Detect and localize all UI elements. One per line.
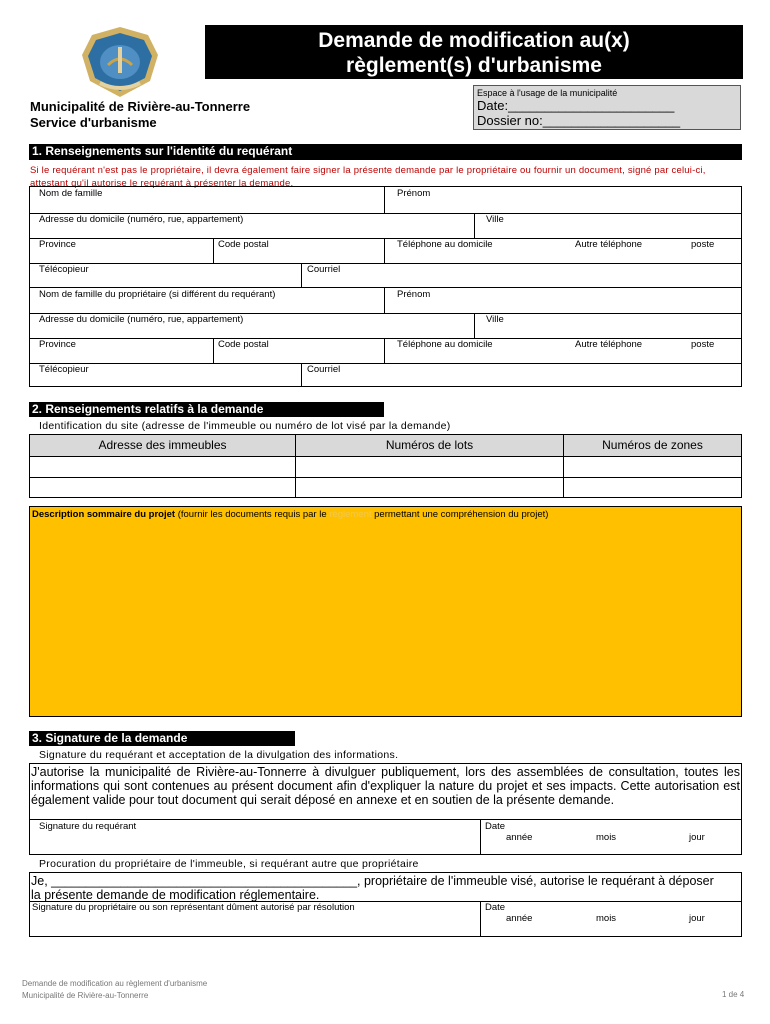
applicant-date-day[interactable]: jour xyxy=(689,832,705,843)
zone-cell-row1[interactable] xyxy=(564,457,741,476)
owner-date-month[interactable]: mois xyxy=(596,913,617,924)
owner-postal-code-field[interactable]: Code postal xyxy=(218,339,269,350)
project-description-hidden-word: règlement xyxy=(329,509,372,520)
applicant-date-label: Date xyxy=(485,821,506,832)
owner-email-field[interactable]: Courriel xyxy=(307,364,341,375)
owner-date-day[interactable]: jour xyxy=(689,913,705,924)
owner-fax-field[interactable]: Télécopieur xyxy=(39,364,89,375)
col-header-lots: Numéros de lots xyxy=(296,435,563,456)
footer-line2: Municipalité de Rivière-au-Tonnerre xyxy=(22,991,149,1000)
office-file-number-field[interactable]: Dossier no:___________________ xyxy=(477,113,681,128)
home-phone-field[interactable]: Téléphone au domicile xyxy=(397,239,493,250)
province-field[interactable]: Province xyxy=(39,239,76,250)
page-number: 1 de 4 xyxy=(722,990,745,999)
owner-date-label: Date xyxy=(485,902,506,913)
owner-date-year[interactable]: année xyxy=(506,913,533,924)
owner-extension-field[interactable]: poste xyxy=(691,339,715,350)
city-field[interactable]: Ville xyxy=(486,214,504,225)
office-date-field[interactable]: Date:_______________________ xyxy=(477,98,675,113)
section2-header: 2. Renseignements relatifs à la demande xyxy=(29,402,384,417)
footer-line1: Demande de modification au règlement d'urbanisme xyxy=(22,979,208,988)
signature-subtitle: Signature du requérant et acceptation de la divulgation des informations. xyxy=(39,749,399,761)
fax-field[interactable]: Télécopieur xyxy=(39,264,89,275)
extension-field[interactable]: poste xyxy=(691,239,715,250)
owner-proxy-line1[interactable]: Je, ____________________________________________, propriétaire de l'immeuble visé, autorise le requérant à déposer xyxy=(31,874,714,888)
first-name-field[interactable]: Prénom xyxy=(397,188,431,199)
col-header-addresses: Adresse des immeubles xyxy=(30,435,295,456)
address-field[interactable]: Adresse du domicile (numéro, rue, appartement) xyxy=(39,214,244,225)
lot-cell-row2[interactable] xyxy=(296,478,562,497)
project-description-hint-end: permettant une compréhension du projet) xyxy=(371,509,549,520)
owner-proxy-line2: la présente demande de modification réglementaire. xyxy=(31,888,320,902)
owner-first-name-field[interactable]: Prénom xyxy=(397,289,431,300)
owner-last-name-field[interactable]: Nom de famille du propriétaire (si différent du requérant) xyxy=(39,289,276,300)
section3-header: 3. Signature de la demande xyxy=(29,731,295,746)
form-title-line1: Demande de modification au(x) xyxy=(318,29,630,52)
owner-province-field[interactable]: Province xyxy=(39,339,76,350)
owner-authorization-note: Si le requérant n'est pas le propriétaire, il devra également faire signer la présente demande par le propriétaire ou fournir un document, signé par celui-ci, attestant qu'il autorise le requérant à présenter la demande. xyxy=(30,165,706,189)
col-header-zones: Numéros de zones xyxy=(564,435,741,456)
last-name-field[interactable]: Nom de famille xyxy=(39,188,103,199)
owner-home-phone-field[interactable]: Téléphone au domicile xyxy=(397,339,493,350)
owner-address-field[interactable]: Adresse du domicile (numéro, rue, appartement) xyxy=(39,314,244,325)
form-title xyxy=(205,25,743,79)
address-cell-row2[interactable] xyxy=(30,478,294,497)
applicant-date-year[interactable]: année xyxy=(506,832,533,843)
email-field[interactable]: Courriel xyxy=(307,264,341,275)
site-identification-table xyxy=(29,434,742,498)
service-name: Service d'urbanisme xyxy=(30,115,157,130)
applicant-date-month[interactable]: mois xyxy=(596,832,617,843)
other-phone-field[interactable]: Autre téléphone xyxy=(575,239,643,250)
owner-signature-field[interactable]: Signature du propriétaire ou son représentant dûment autorisé par résolution xyxy=(32,902,355,913)
owner-other-phone-field[interactable]: Autre téléphone xyxy=(575,339,643,350)
project-description-hint: (fournir les documents requis par le xyxy=(175,509,330,520)
consent-text: J'autorise la municipalité de Rivière-au-Tonnerre à divulguer publiquement, lors des assemblées de consultation, toutes les informations qui sont contenues au présent document afin d'expliquer la nature du projet et ses impacts. Cette autorisation est également valide pour tout document qui serait déposé en annexe et en soutien de la présente demande. xyxy=(31,765,740,807)
office-use-box xyxy=(473,85,741,130)
applicant-signature-field[interactable]: Signature du requérant xyxy=(39,821,137,832)
postal-code-field[interactable]: Code postal xyxy=(218,239,269,250)
applicant-identity-grid xyxy=(29,186,742,387)
zone-cell-row2[interactable] xyxy=(564,478,741,497)
address-cell-row1[interactable] xyxy=(30,457,294,476)
municipality-name: Municipalité de Rivière-au-Tonnerre xyxy=(30,99,251,114)
project-description-label: Description sommaire du projet xyxy=(32,509,176,520)
site-identification-subtitle: Identification du site (adresse de l'immeuble ou numéro de lot visé par la demande) xyxy=(39,420,451,432)
lot-cell-row1[interactable] xyxy=(296,457,562,476)
project-description-field[interactable] xyxy=(29,506,742,717)
owner-proxy-box xyxy=(29,872,742,937)
consent-signature-box xyxy=(29,763,742,855)
owner-city-field[interactable]: Ville xyxy=(486,314,504,325)
form-title-line2: règlement(s) d'urbanisme xyxy=(346,54,602,77)
footer-document-title xyxy=(22,978,207,1002)
proxy-subtitle: Procuration du propriétaire de l'immeuble, si requérant autre que propriétaire xyxy=(39,858,419,870)
municipality-seal-logo xyxy=(78,25,162,99)
municipality-block xyxy=(30,99,250,131)
office-use-label: Espace à l'usage de la municipalité xyxy=(477,88,618,98)
section1-header: 1. Renseignements sur l'identité du requérant xyxy=(29,144,742,160)
